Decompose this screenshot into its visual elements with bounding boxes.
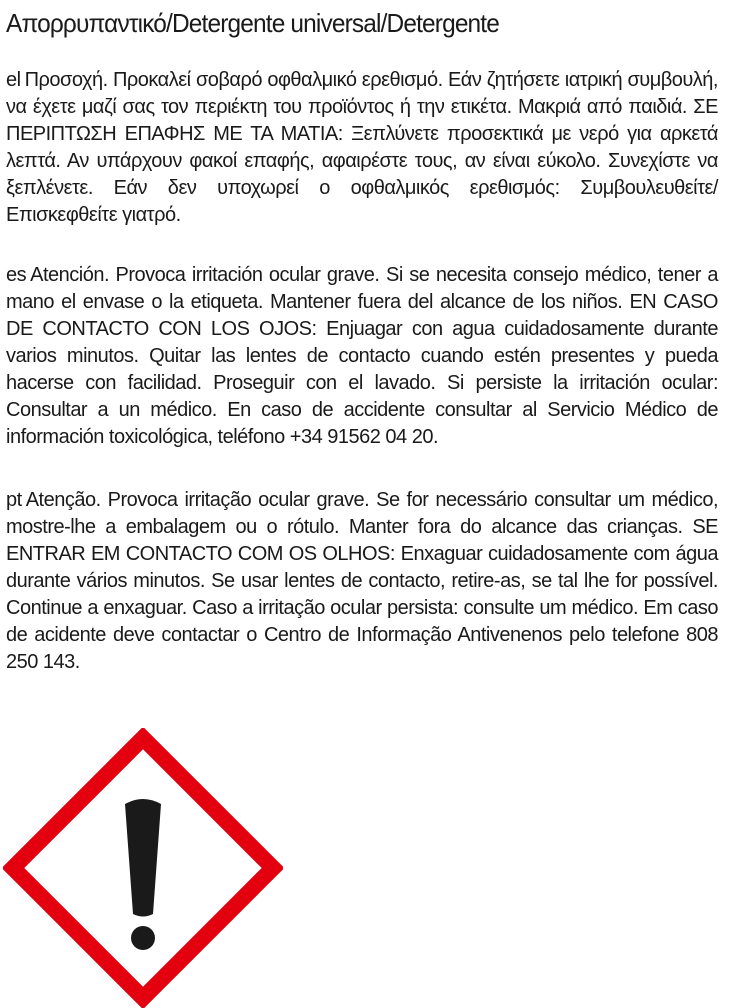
warning-text: Προσοχή. Προκαλεί σοβαρό οφθαλμικό ερεθισμό. Εάν ζητήσετε ιατρική συμβουλή, να έχετε μαζί σας τον περιέκτη του προϊόντος ή την ετικέτα. Μακριά από παιδιά. ΣΕ ΠΕΡΙΠΤΩΣΗ ΕΠΑΦΗΣ ΜΕ ΤΑ ΜΑΤΙΑ: Ξεπλύνετε προσεκτικά με νερό για αρκετά λεπτά. Αν υπάρχουν φακοί επαφής, αφαιρέστε τους, αν είναι εύκολο. Συνεχίστε να ξεπλένετε. Εάν δεν υποχωρεί ο οφθαλμικός ερεθισμός: Συμβουλευθείτε/ Επισκεφθείτε γιατρό. (6, 69, 718, 226)
language-code: el (6, 69, 21, 91)
language-code: es (6, 264, 27, 286)
language-code: pt (6, 489, 22, 511)
ghs-exclamation-mark-icon (3, 728, 283, 1008)
exclamation-dot (131, 926, 155, 950)
warning-section-portuguese (6, 487, 718, 676)
warning-section-spanish (6, 262, 718, 451)
warning-text: Atenção. Provoca irritação ocular grave. Se for necessário consultar um médico, mostre-lhe a embalagem ou o rótulo. Manter fora do alcance das crianças. SE ENTRAR EM CONTACTO COM OS OLHOS: Enxaguar cuidadosamente com água durante vários minutos. Se usar lentes de contacto, retire-as, se tal lhe for possível. Continue a enxaguar. Caso a irritação ocular persista: consulte um médico. Em caso de acidente deve contactar o Centro de Informação Antivenenos pelo telefone 808 250 143. (6, 489, 718, 673)
warning-text: Atención. Provoca irritación ocular grave. Si se necesita consejo médico, tener a mano el envase o la etiqueta. Mantener fuera del alcance de los niños. EN CASO DE CONTACTO CON LOS OJOS: Enjuagar con agua cuidadosamente durante varios minutos. Quitar las lentes de contacto cuando estén presentes y pueda hacerse con facilidad. Proseguir con el lavado. Si persiste la irritación ocular: Consultar a un médico. En caso de accidente consultar al Servicio Médico de información toxicológica, teléfono +34 91562 04 20. (6, 264, 718, 448)
document-title: Απορρυπαντικό/Detergente universal/Detergente (6, 8, 500, 38)
warning-section-greek (6, 67, 718, 229)
